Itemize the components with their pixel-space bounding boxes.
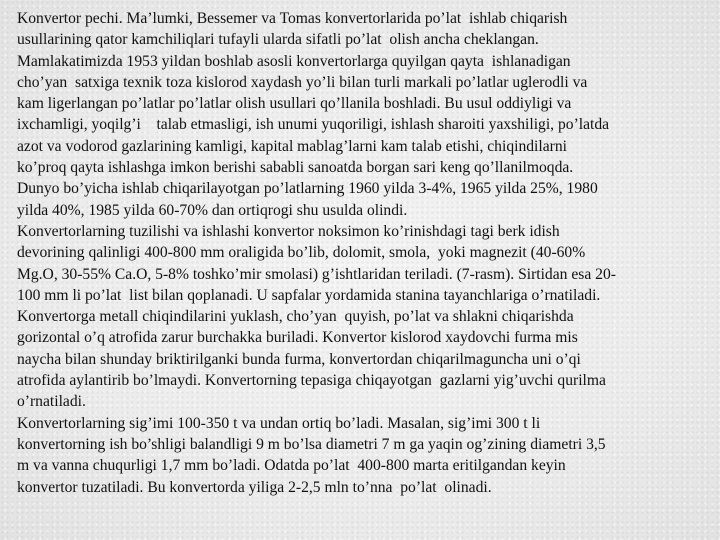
- document-text: [17, 8, 707, 498]
- text-line: atrofida aylantirib bo’lmaydi. Konvertorning tepasiga chiqayotgan gazlarni yig’uvchi qurilma: [17, 372, 606, 390]
- text-line: ko’proq qayta ishlashga imkon berishi sababli sanoatda borgan sari keng qo’llanilmoqda.: [17, 159, 574, 177]
- text-line: Konvertorlarning sig’imi 100-350 t va undan ortiq bo’ladi. Masalan, sig’imi 300 t li: [17, 414, 541, 432]
- text-line: m va vanna chuqurligi 1,7 mm bo’ladi. Odatda po’lat 400-800 marta eritilgandan keyin: [17, 457, 566, 475]
- text-line: usullarining qator kamchiliqlari tufayli ularda sifatli po’lat olish ancha cheklangan.: [17, 31, 539, 49]
- text-line: Konvertorlarning tuzilishi va ishlashi konvertor noksimon ko’rinishdagi tagi berk idish: [17, 222, 560, 240]
- text-line: naycha bilan shunday briktirilganki bunda furma, konvertordan chiqarilmaguncha uni o’qi: [17, 350, 581, 368]
- text-line: o’rnatiladi.: [17, 393, 86, 411]
- text-line: Konvertorga metall chiqindilarini yuklash, cho’yan quyish, po’lat va shlakni chiqarishda: [17, 308, 574, 326]
- text-line: gorizontal o’q atrofida zarur burchakka buriladi. Konvertor kislorod xaydovchi furma mis: [17, 329, 578, 347]
- text-line: devorining qalinligi 400-800 mm oraligida bo’lib, dolomit, smola, yoki magnezit (40-60%: [17, 244, 586, 262]
- text-line: Dunyo bo’yicha ishlab chiqarilayotgan po’latlarning 1960 yilda 3-4%, 1965 yilda 25%, 1980: [17, 180, 598, 198]
- text-line: ixchamligi, yoqilg’i talab etmasligi, ish unumi yuqoriligi, ishlash sharoiti yaxshiligi, po’latda: [17, 116, 610, 134]
- text-line: konvertor tuzatiladi. Bu konvertorda yiliga 2-2,5 mln to’nna po’lat olinadi.: [17, 478, 492, 496]
- text-line: Konvertor pechi. Ma’lumki, Bessemer va Tomas konvertorlarida po’lat ishlab chiqarish: [17, 10, 568, 27]
- text-line: azot va vodorod gazlarining kamligi, kapital mablag’larni kam talab etishi, chiqindilarni: [17, 137, 567, 155]
- text-line: 100 mm li po’lat list bilan qoplanadi. U sapfalar yordamida stanina tayanchlariga o’rnatiladi.: [17, 286, 601, 304]
- text-line: Mg.O, 30-55% Ca.O, 5-8% toshko’mir smolasi) g’ishtlaridan teriladi. (7-rasm). Sirtidan esa 20-: [17, 265, 616, 283]
- text-line: kam ligerlangan po’latlar po’latlar olish usullari qo’llanila boshladi. Bu usul oddiyligi va: [17, 95, 572, 113]
- text-line: konvertorning ish bo’shligi balandligi 9 m bo’lsa diametri 7 m ga yaqin og’zining diametri 3,5: [17, 435, 606, 453]
- text-line: yilda 40%, 1985 yilda 60-70% dan ortiqrogi shu usulda olindi.: [17, 201, 408, 219]
- text-line: cho’yan satxiga texnik toza kislorod xaydash yo’li bilan turli markali po’latlar uglerodli va: [17, 73, 588, 91]
- text-line: Mamlakatimizda 1953 yildan boshlab asosli konvertorlarga quyilgan qayta ishlanadigan: [17, 52, 571, 70]
